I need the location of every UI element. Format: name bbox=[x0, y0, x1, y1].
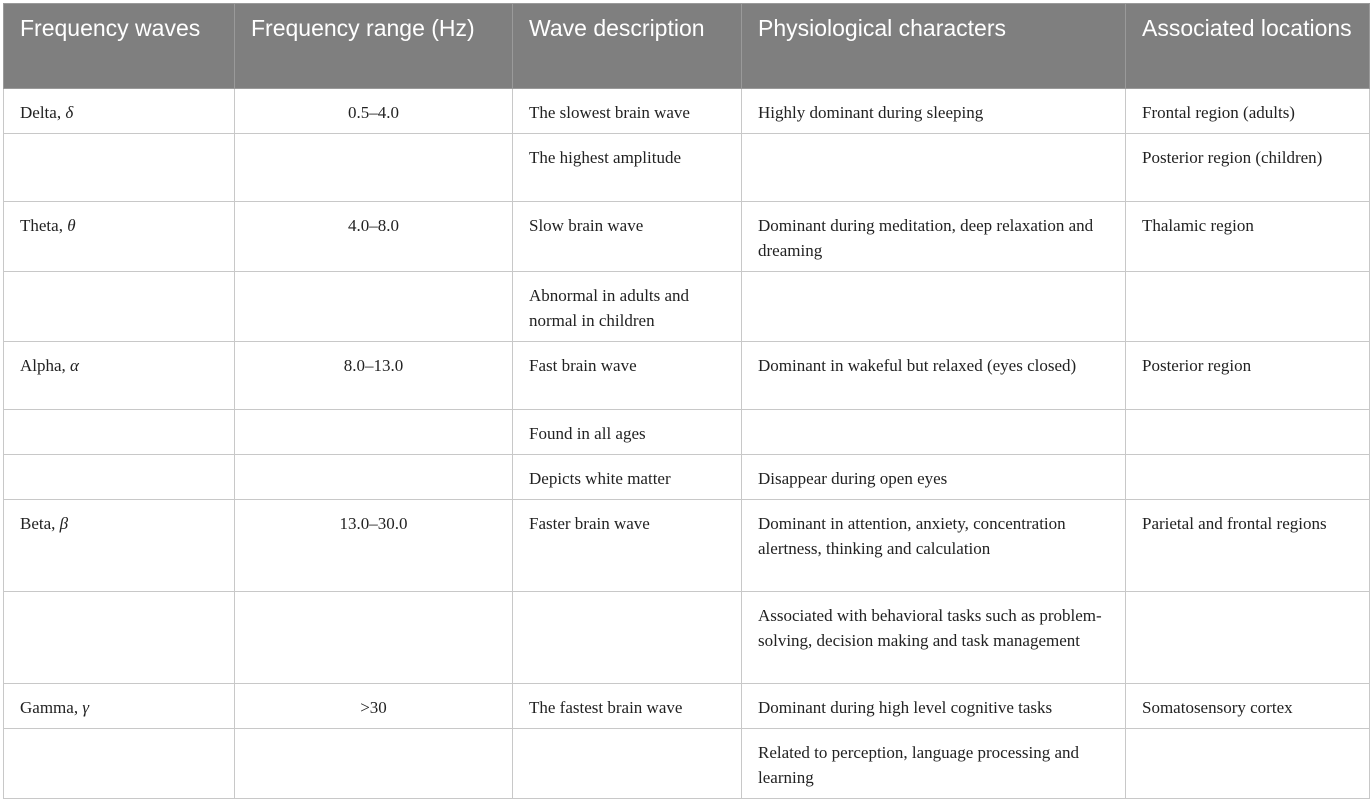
physiology-cell: Dominant in wakeful but relaxed (eyes closed) bbox=[742, 342, 1126, 410]
table-row bbox=[4, 410, 1370, 455]
wave-name-cell: Delta, δ bbox=[4, 89, 235, 134]
description-cell bbox=[513, 592, 742, 684]
wave-name-cell bbox=[4, 729, 235, 799]
table-row bbox=[4, 202, 1370, 272]
wave-name-cell: Gamma, γ bbox=[4, 684, 235, 729]
location-cell: Thalamic region bbox=[1126, 202, 1370, 272]
table-row bbox=[4, 500, 1370, 592]
description-cell: Found in all ages bbox=[513, 410, 742, 455]
physiology-cell bbox=[742, 272, 1126, 342]
frequency-range-cell bbox=[235, 592, 513, 684]
frequency-range-cell: 13.0–30.0 bbox=[235, 500, 513, 592]
wave-name-cell: Beta, β bbox=[4, 500, 235, 592]
physiology-cell: Dominant during meditation, deep relaxation and dreaming bbox=[742, 202, 1126, 272]
location-cell: Parietal and frontal regions bbox=[1126, 500, 1370, 592]
frequency-range-cell bbox=[235, 410, 513, 455]
description-cell: The highest amplitude bbox=[513, 134, 742, 202]
physiology-cell: Related to perception, language processing and learning bbox=[742, 729, 1126, 799]
location-cell bbox=[1126, 272, 1370, 342]
description-cell: The fastest brain wave bbox=[513, 684, 742, 729]
wave-symbol: δ bbox=[65, 103, 74, 122]
table-row bbox=[4, 134, 1370, 202]
location-cell: Posterior region (children) bbox=[1126, 134, 1370, 202]
location-cell: Posterior region bbox=[1126, 342, 1370, 410]
physiology-cell: Dominant in attention, anxiety, concentration alertness, thinking and calculation bbox=[742, 500, 1126, 592]
wave-symbol: θ bbox=[67, 216, 76, 235]
frequency-range-cell: 4.0–8.0 bbox=[235, 202, 513, 272]
physiology-cell bbox=[742, 134, 1126, 202]
frequency-range-cell bbox=[235, 134, 513, 202]
location-cell: Frontal region (adults) bbox=[1126, 89, 1370, 134]
wave-name-cell bbox=[4, 455, 235, 500]
frequency-range-cell: 0.5–4.0 bbox=[235, 89, 513, 134]
table-row bbox=[4, 592, 1370, 684]
location-cell bbox=[1126, 455, 1370, 500]
description-cell: Abnormal in adults and normal in children bbox=[513, 272, 742, 342]
frequency-range-cell bbox=[235, 272, 513, 342]
wave-name-cell: Theta, θ bbox=[4, 202, 235, 272]
physiology-cell: Associated with behavioral tasks such as problem-solving, decision making and task management bbox=[742, 592, 1126, 684]
header-frequency-waves: Frequency waves bbox=[4, 4, 235, 89]
location-cell bbox=[1126, 592, 1370, 684]
description-cell: Faster brain wave bbox=[513, 500, 742, 592]
wave-name-cell bbox=[4, 410, 235, 455]
frequency-range-cell bbox=[235, 729, 513, 799]
location-cell bbox=[1126, 729, 1370, 799]
table-row bbox=[4, 89, 1370, 134]
table-row bbox=[4, 342, 1370, 410]
header-physiological-characters: Physiological characters bbox=[742, 4, 1126, 89]
description-cell: Slow brain wave bbox=[513, 202, 742, 272]
frequency-range-cell: >30 bbox=[235, 684, 513, 729]
wave-name-cell: Alpha, α bbox=[4, 342, 235, 410]
description-cell bbox=[513, 729, 742, 799]
location-cell bbox=[1126, 410, 1370, 455]
brain-waves-table bbox=[3, 3, 1370, 799]
table-row bbox=[4, 455, 1370, 500]
location-cell: Somatosensory cortex bbox=[1126, 684, 1370, 729]
frequency-range-cell: 8.0–13.0 bbox=[235, 342, 513, 410]
description-cell: Fast brain wave bbox=[513, 342, 742, 410]
table-row bbox=[4, 729, 1370, 799]
table-row bbox=[4, 272, 1370, 342]
wave-name-cell bbox=[4, 592, 235, 684]
physiology-cell bbox=[742, 410, 1126, 455]
physiology-cell: Dominant during high level cognitive tasks bbox=[742, 684, 1126, 729]
header-row bbox=[4, 4, 1370, 89]
wave-name-cell bbox=[4, 134, 235, 202]
header-associated-locations: Associated locations bbox=[1126, 4, 1370, 89]
wave-symbol: γ bbox=[82, 698, 90, 717]
frequency-range-cell bbox=[235, 455, 513, 500]
description-cell: The slowest brain wave bbox=[513, 89, 742, 134]
wave-symbol: β bbox=[59, 514, 69, 533]
physiology-cell: Highly dominant during sleeping bbox=[742, 89, 1126, 134]
header-wave-description: Wave description bbox=[513, 4, 742, 89]
header-frequency-range: Frequency range (Hz) bbox=[235, 4, 513, 89]
wave-name-cell bbox=[4, 272, 235, 342]
wave-symbol: α bbox=[70, 356, 79, 375]
description-cell: Depicts white matter bbox=[513, 455, 742, 500]
physiology-cell: Disappear during open eyes bbox=[742, 455, 1126, 500]
table-row bbox=[4, 684, 1370, 729]
